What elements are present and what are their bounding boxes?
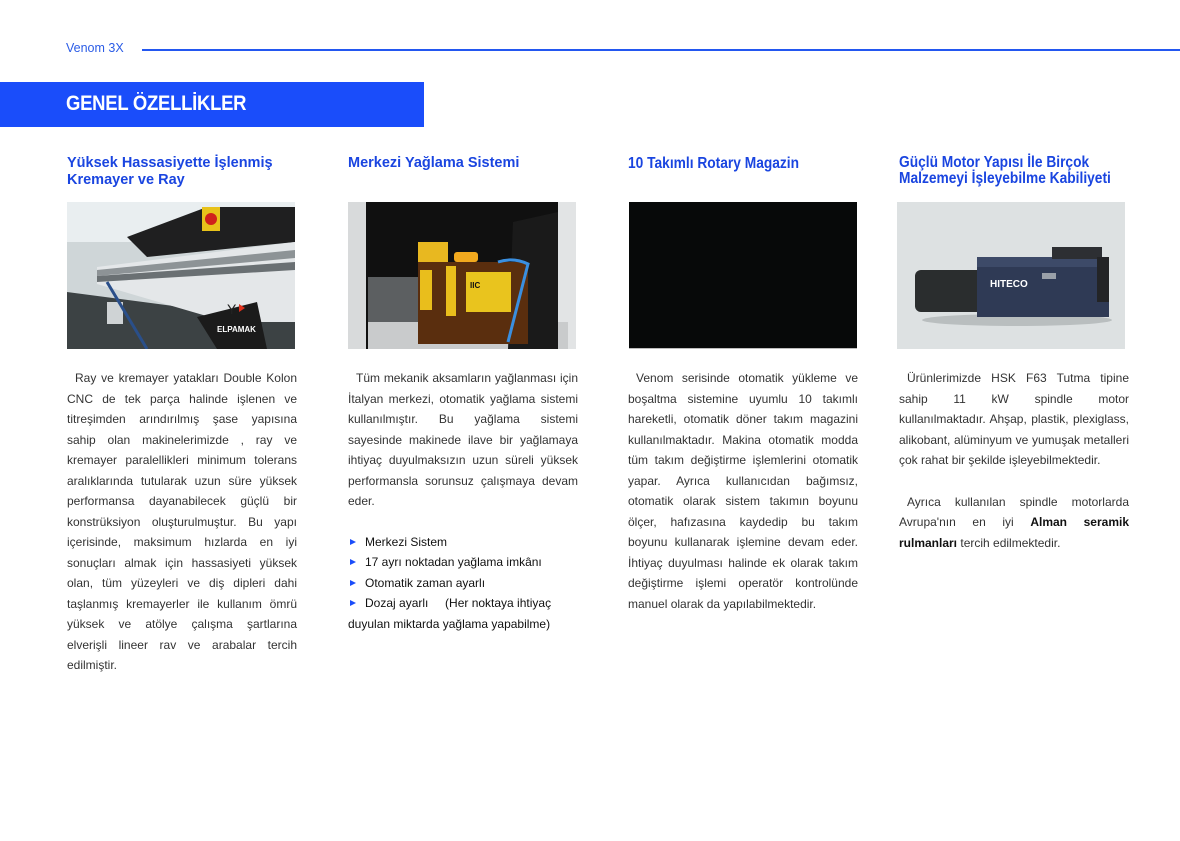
spindle-motor-photo <box>897 202 1125 349</box>
bullet-item: Merkezi Sistem <box>348 532 578 553</box>
feature-column-motor <box>899 154 1129 550</box>
feature-body <box>348 368 578 634</box>
section-banner <box>0 82 424 127</box>
bullet-item: Dozaj ayarlı (Her noktaya ihtiyaç <box>348 593 578 614</box>
section-title: GENEL ÖZELLİKLER <box>66 92 247 115</box>
bullet-triangle-icon <box>350 559 356 565</box>
feature-title: Yüksek Hassasiyette İşlenmiş Kremayer ve Ray <box>67 155 273 188</box>
feature-body <box>628 368 858 614</box>
svg-text:Y: Y <box>227 301 237 317</box>
rack-and-rail-photo <box>67 202 295 349</box>
bullet-triangle-icon <box>350 539 356 545</box>
feature-title: Merkezi Yağlama Sistemi <box>348 155 520 171</box>
feature-paragraph: Ray ve kremayer yatakları Double Kolon CNC de tek parça halinde işlenen ve titreşimden arındırılmış şase yapısına sahip olan makinelerimizde , ray ve kremayer paralellikleri minimum tolerans aralıklarında tutularak uzun süre yüksek performansa dayanabilecek güçlü bir konstrüksiyon oluşturulmuştur. Bu yapı içerisinde, maksimum hızlarda en iyi sonuçları almak için hassasiyeti yüksek olan, tüm yüzeyleri ve diş dipleri dahi taşlanmış kremayerler ile kullanım ömrü yüksek ve atölye çalışma şartlarına elverişli lineer rav ve arabalar tercih edilmiştir. <box>67 371 297 672</box>
feature-column-lubrication <box>348 155 578 631</box>
bullet-triangle-icon <box>350 600 356 606</box>
svg-text:IIC: IIC <box>470 281 481 290</box>
feature-column-rack <box>67 155 297 672</box>
feature-paragraph-2: Ayrıca kullanılan spindle motorlarda Avrupa'nın en iyi Alman seramik rulmanları tercih edilmektedir. <box>899 494 1129 550</box>
rotary-magazine-photo <box>629 202 857 349</box>
feature-column-magazine <box>628 155 858 611</box>
feature-paragraph: Venom serisinde otomatik yükleme ve boşaltma sistemine uyumlu 10 takımlı hareketli, otomatik döner takım magazini kullanılmaktadır. Makina otomatik modda tüm takım değiştirme işlemlerini otomatik yapar. Ayrıca kullanıcıdan bağımsız, otomatik olarak sistem takımın boyunu ölçer, hafızasına kaydedip bu takım boyunu kullanarak işlemine devam eder. İhtiyaç duyulması halinde ek olarak takım değiştirme işlemi operatör kontrolünde manuel olarak da yapılabilmektedir. <box>628 371 858 611</box>
feature-body <box>899 368 1129 553</box>
bullet-triangle-icon <box>350 580 356 586</box>
bullet-item: 17 ayrı noktadan yağlama imkânı <box>348 552 578 573</box>
feature-paragraph: Tüm mekanik aksamların yağlanması için İtalyan merkezi, otomatik yağlama sistemi kullanılmıştır. Bu yağlama sistemi sayesinde makinede ilave bir yağlamaya ihtiyaç duyulmaksızın uzun süreli yüksek performansla sorunsuz çalışmaya devam eder. <box>348 371 578 508</box>
hiteco-logo: HITECO <box>990 279 1028 290</box>
feature-bullet-list <box>348 532 578 635</box>
feature-body <box>67 368 297 676</box>
lubrication-system-photo <box>348 202 576 349</box>
highlight-text: Alman seramik rulmanları <box>899 515 1129 550</box>
feature-title: Güçlü Motor Yapısı İle Birçok Malzemeyi İşleyebilme Kabiliyeti <box>899 154 1111 187</box>
bullet-item: Otomatik zaman ayarlı <box>348 573 578 594</box>
feature-title: 10 Takımlı Rotary Magazin <box>628 155 800 172</box>
header-rule <box>142 49 1180 51</box>
feature-paragraph: Ürünlerimizde HSK F63 Tutma tipine sahip 11 kW spindle motor kullanılmaktadır. Ahşap, plastik, plexiglass, alikobant, alüminyum ve yumuşak metalleri çok rahat bir şekilde işleyebilmektedir. <box>899 371 1129 467</box>
brand-label: Venom 3X <box>66 41 124 55</box>
bullet-continuation: duyulan miktarda yağlama yapabilme) <box>348 616 551 631</box>
svg-text:ELPAMAK: ELPAMAK <box>217 325 256 334</box>
